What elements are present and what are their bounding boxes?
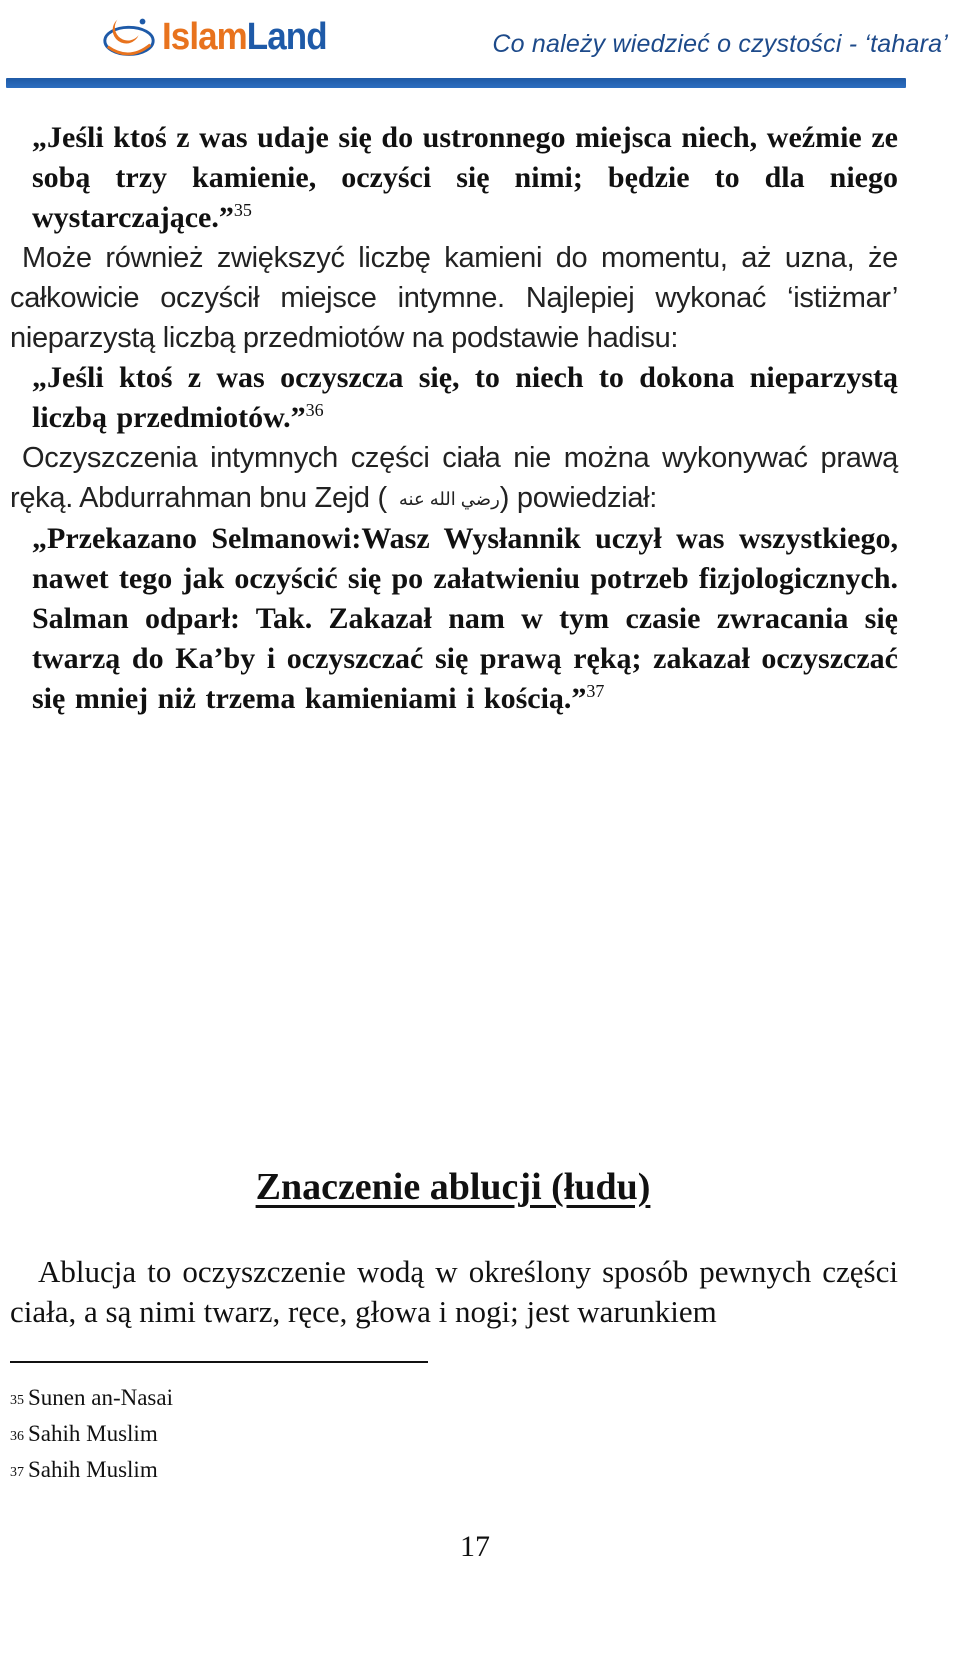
honorific-glyph: رضي الله عنه (398, 489, 500, 510)
hadith-quote-3 (32, 519, 898, 719)
logo-word-land: Land (246, 15, 327, 58)
paragraph-2-text-end: ) powiedział: (499, 482, 658, 514)
footnote-ref-37[interactable]: 37 (586, 681, 605, 702)
footnote-number: 37 (10, 1465, 24, 1480)
footnote-number: 36 (10, 1429, 24, 1444)
paragraph-2-text-start: Oczyszczenia intymnych części ciała nie można wykonywać prawą ręką. Abdurrahman bnu Zejd ( (10, 442, 898, 514)
paragraph-2 (10, 438, 898, 519)
hadith-quote-3-text: „Przekazano Selmanowi:Wasz Wysłannik uczył was wszystkiego, nawet tego jak oczyścić się po załatwieniu potrzeb fizjologicznych. Salman odparł: Tak. Zakazał nam w tym czasie zwracania się twarzą do Ka’by i oczyszczać się prawą ręką; zakazał oczyszczać się mniej niż trzema kamieniami i kością.” (32, 522, 898, 716)
hadith-quote-1 (32, 118, 898, 238)
logo-word-islam: Islam (162, 15, 247, 58)
paragraph-1: Może również zwiększyć liczbę kamieni do momentu, aż uzna, że całkowicie oczyścił miejsce intymne. Najlepiej wykonać ‘istiżmar’ nieparzystą liczbą przedmiotów na podstawie hadisu: (10, 242, 898, 354)
hadith-quote-2 (32, 358, 898, 438)
footnote-text: Sahih Muslim (28, 1457, 158, 1482)
section-heading: Znaczenie ablucji (łudu) (255, 1166, 651, 1208)
page-number: 17 (460, 1530, 490, 1563)
page-header (0, 0, 960, 100)
logo-wordmark (162, 16, 327, 59)
footnote-37 (10, 1452, 173, 1488)
section-paragraph: Ablucja to oczyszczenie wodą w określony sposób pewnych części ciała, a są nimi twarz, ręce, głowa i nogi; jest warunkiem (10, 1254, 898, 1329)
footnote-number: 35 (10, 1393, 24, 1408)
footnote-35 (10, 1380, 173, 1416)
hadith-quote-2-text: „Jeśli ktoś z was oczyszcza się, to niech to dokona nieparzystą liczbą przedmiotów.” (32, 361, 898, 434)
footnote-ref-36[interactable]: 36 (305, 400, 324, 420)
footnote-ref-35[interactable]: 35 (233, 200, 252, 220)
footnote-36 (10, 1416, 173, 1452)
islamland-logo (100, 8, 341, 66)
footnote-divider (10, 1361, 428, 1363)
header-rule (6, 78, 906, 88)
footnotes (10, 1380, 173, 1488)
footnote-text: Sahih Muslim (28, 1421, 158, 1446)
running-title: Co należy wiedzieć o czystości - ‘tahara’ (492, 30, 948, 58)
hadith-quote-1-text: „Jeśli ktoś z was udaje się do ustronnego miejsca niech, weźmie ze sobą trzy kamienie, oczyści się nimi; będzie to dla niego wystarczające.” (32, 121, 898, 234)
main-content (10, 118, 898, 719)
footnote-text: Sunen an-Nasai (28, 1385, 173, 1410)
crescent-globe-icon (100, 8, 158, 66)
